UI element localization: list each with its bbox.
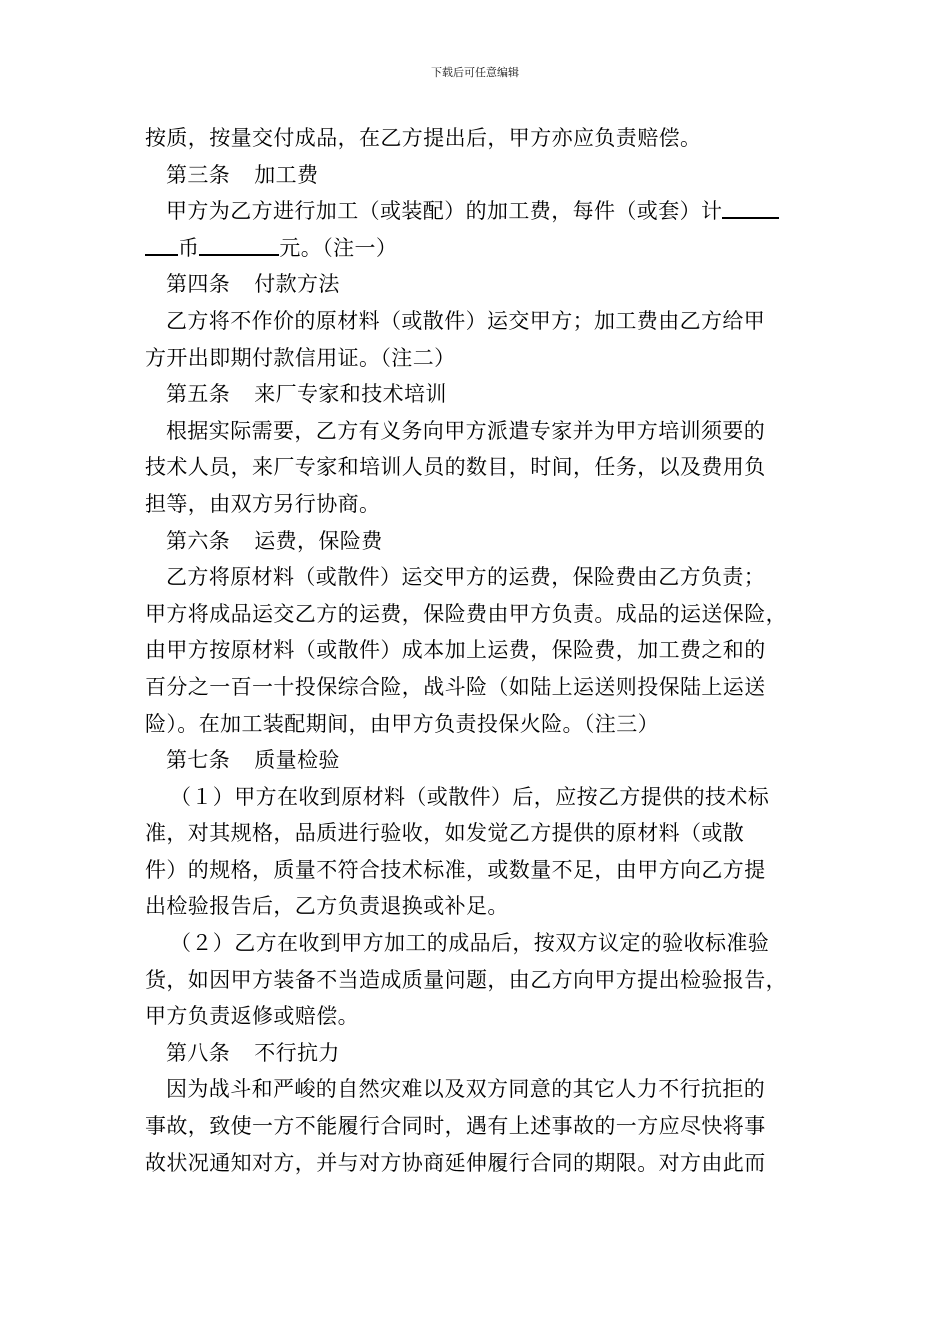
paragraph-line: 由甲方按原材料（或散件）成本加上运费，保险费，加工费之和的 — [145, 638, 766, 663]
article-6-heading — [145, 523, 825, 560]
article-7-heading — [145, 742, 825, 779]
paragraph-line: 按质，按量交付成品，在乙方提出后，甲方亦应负责赔偿。 — [145, 126, 702, 150]
document-body — [145, 120, 825, 1181]
paragraph-line: 故状况通知对方，并与对方协商延伸履行合同的期限。对方由此而 — [145, 1150, 766, 1175]
paragraph-line: 方开出即期付款信用证。（注二） — [145, 345, 456, 370]
line-text: 甲方为乙方进行加工（或装配）的加工费，每件（或套）计 — [166, 199, 723, 224]
article-4-heading — [145, 266, 825, 303]
article-number: 第七条 — [166, 748, 231, 773]
line-text: 元。（注一） — [279, 235, 398, 260]
article-number: 第三条 — [166, 162, 231, 187]
paragraph-line — [145, 193, 825, 230]
paragraph-line: 险）。在加工装配期间，由甲方负责投保火险。（注三） — [145, 711, 659, 736]
article-number: 第五条 — [166, 382, 231, 407]
paragraph-line: 技术人员，来厂专家和培训人员的数目，时间，任务，以及费用负 — [145, 455, 766, 480]
article-3-heading — [145, 157, 825, 194]
article-title: 不行抗力 — [254, 1040, 340, 1065]
article-title: 付款方法 — [254, 272, 340, 297]
header-note: 下载后可任意编辑 — [431, 66, 519, 79]
fill-in-blank[interactable] — [199, 234, 279, 256]
article-number: 第四条 — [166, 272, 231, 297]
paragraph-line: 甲方将成品运交乙方的运费，保险费由甲方负责。成品的运送保险， — [145, 601, 787, 626]
paragraph-line: 事故，致使一方不能履行合同时，遇有上述事故的一方应尽快将事 — [145, 1114, 766, 1139]
article-number: 第六条 — [166, 528, 231, 553]
line-text: 币 — [178, 235, 200, 260]
article-title: 质量检验 — [254, 748, 340, 773]
paragraph-line: 乙方将不作价的原材料（或散件）运交甲方；加工费由乙方给甲 — [166, 308, 766, 333]
paragraph-line — [145, 230, 825, 267]
article-8-heading — [145, 1035, 825, 1072]
article-title: 来厂专家和技术培训 — [254, 382, 447, 407]
paragraph-line: 因为战斗和严峻的自然灾难以及双方同意的其它人力不行抗拒的 — [166, 1077, 766, 1102]
article-title: 运费，保险费 — [254, 528, 383, 553]
paragraph-line: 乙方将原材料（或散件）运交甲方的运费，保险费由乙方负责； — [166, 565, 766, 590]
paragraph-line: （２）乙方在收到甲方加工的成品后，按双方议定的验收标准验 — [170, 931, 770, 956]
article-5-heading — [145, 376, 825, 413]
fill-in-blank[interactable] — [722, 197, 779, 219]
paragraph-line: 根据实际需要，乙方有义务向甲方派遣专家并为甲方培训须要的 — [166, 418, 766, 443]
article-number: 第八条 — [166, 1040, 231, 1065]
paragraph-line: 准，对其规格，品质进行验收，如发觉乙方提供的原材料（或散 — [145, 821, 745, 846]
paragraph-line: （１）甲方在收到原材料（或散件）后，应按乙方提供的技术标 — [170, 784, 770, 809]
paragraph-line: 百分之一百一十投保综合险，战斗险（如陆上运送则投保陆上运送 — [145, 674, 766, 699]
fill-in-blank[interactable] — [145, 234, 178, 256]
paragraph-line: 担等，由双方另行协商。 — [145, 491, 381, 516]
paragraph-line: 出检验报告后，乙方负责退换或补足。 — [145, 894, 509, 919]
paragraph-line: 甲方负责返修或赔偿。 — [145, 1004, 359, 1029]
article-title: 加工费 — [254, 162, 319, 187]
paragraph-line: 货，如因甲方装备不当造成质量问题，由乙方向甲方提出检验报告， — [145, 967, 787, 992]
paragraph-line: 件）的规格，质量不符合技术标准，或数量不足，由甲方向乙方提 — [145, 857, 766, 882]
